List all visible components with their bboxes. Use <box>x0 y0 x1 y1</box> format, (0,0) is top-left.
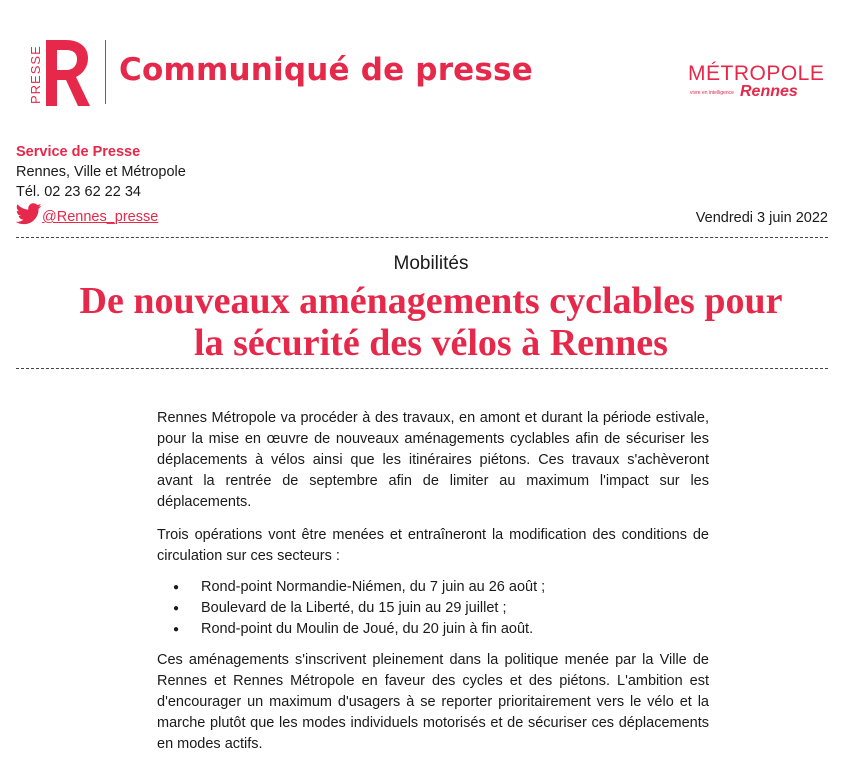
twitter-contact <box>16 203 158 225</box>
divider-top <box>16 237 828 238</box>
presse-r-logo <box>26 36 90 108</box>
paragraph-operations: Trois opérations vont être menées et entraîneront la modification des conditions de circulation sur ces secteurs : <box>157 527 709 564</box>
operations-list <box>157 577 709 640</box>
metropole-logo-sub: Rennes <box>740 83 798 100</box>
press-contact-block <box>16 142 186 202</box>
headline <box>0 280 862 364</box>
metropole-logo-tagline: vivre en intelligence <box>690 90 734 96</box>
paragraph-policy: Ces aménagements s'inscrivent pleinement dans la politique menée par la Ville de Rennes et Rennes Métropole en faveur des cycles et des piétons. L'ambition est d'encourager un maximum d'usagers à se reporter prioritairement vers le vélo et la marche plutôt que les modes individuels motorisés et de sécuriser ces déplacements en modes actifs. <box>157 652 709 752</box>
divider-bottom <box>16 368 828 369</box>
release-date: Vendredi 3 juin 2022 <box>695 210 828 226</box>
twitter-handle-link[interactable]: @Rennes_presse <box>42 209 159 225</box>
headline-line-1: De nouveaux aménagements cyclables pour <box>79 280 783 322</box>
list-item: ● Rond-point Normandie-Niémen, du 7 juin au 26 août ; <box>201 577 709 598</box>
list-item: ● Rond-point du Moulin de Joué, du 20 juin à fin août. <box>201 619 709 640</box>
service-name: Service de Presse <box>16 144 141 160</box>
service-phone: Tél. 02 23 62 22 34 <box>16 184 141 200</box>
list-item: ● Boulevard de la Liberté, du 15 juin au 29 juillet ; <box>201 598 709 619</box>
metropole-logo-text: MÉTROPOLE <box>688 62 825 85</box>
category-label: Mobilités <box>393 253 469 274</box>
header <box>0 0 862 120</box>
logo-letters: PRESSE <box>28 45 43 104</box>
service-org: Rennes, Ville et Métropole <box>16 164 186 180</box>
headline-line-2: la sécurité des vélos à Rennes <box>194 322 668 364</box>
metropole-rennes-logo <box>688 58 830 102</box>
header-divider <box>105 40 106 104</box>
article-body <box>157 408 709 767</box>
twitter-bird-icon <box>16 203 42 225</box>
paragraph-intro: Rennes Métropole va procéder à des travaux, en amont et durant la période estivale, pour la mise en œuvre de nouveaux aménagements cyclables afin de sécuriser les déplacements à vélos ainsi que les itinéraires piétons. Ces travaux s'achèveront avant la rentrée de septembre afin de limiter au maximum l'impact sur les déplacements. <box>157 410 709 510</box>
page-title: Communiqué de presse <box>119 52 533 88</box>
